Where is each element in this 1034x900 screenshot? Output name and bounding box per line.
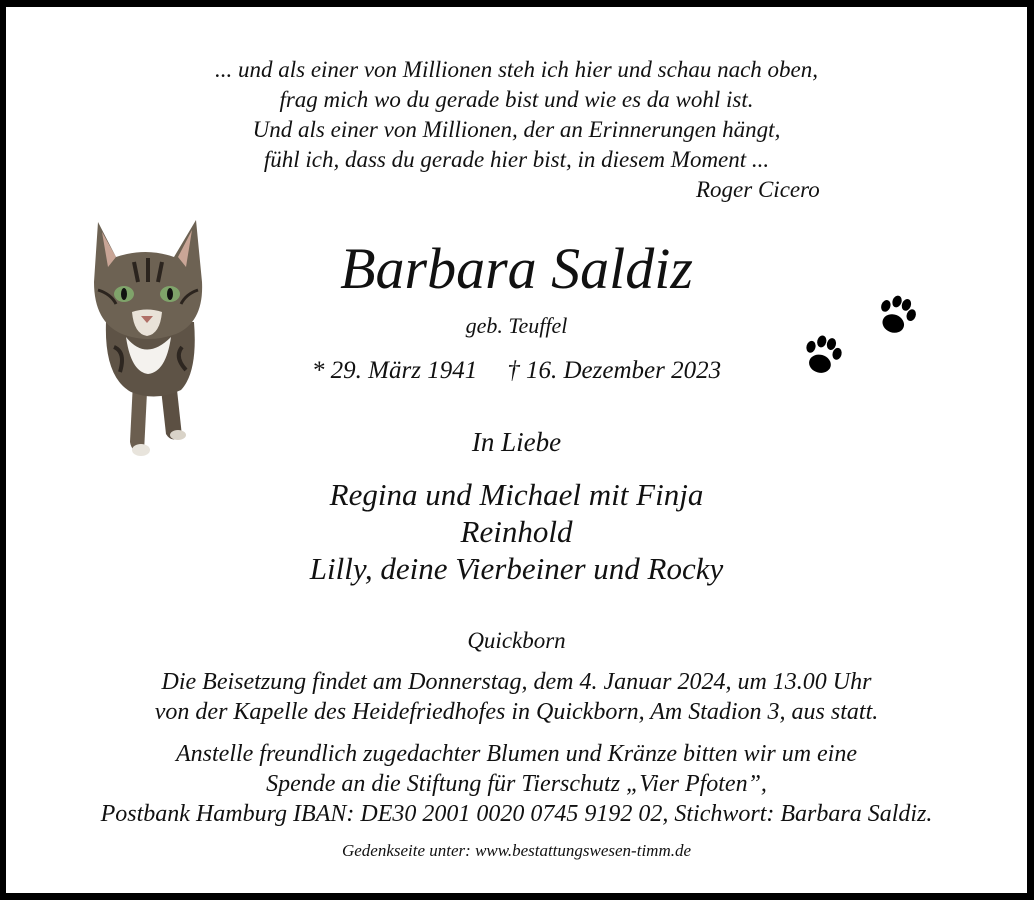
death-date: † 16. Dezember 2023 (507, 357, 722, 384)
mourner-line-1: Regina und Michael mit Finja (329, 477, 704, 512)
birth-date: * 29. März 1941 (311, 357, 478, 384)
obituary-notice (6, 7, 1027, 893)
quote-author: Roger Cicero (696, 177, 820, 202)
quote-line-1: ... und als einer von Millionen steh ich hier und schau nach oben, (214, 57, 818, 82)
quote-line-2: frag mich wo du gerade bist und wie es da wohl ist. (279, 87, 754, 112)
birth-name: geb. Teuffel (465, 313, 568, 338)
mourner-line-3: Lilly, deine Vierbeiner und Rocky (309, 551, 724, 586)
quote-line-4: fühl ich, dass du gerade hier bist, in diesem Moment ... (263, 147, 770, 172)
deceased-name: Barbara Saldiz (340, 236, 693, 301)
place: Quickborn (467, 628, 566, 653)
life-dates (6, 357, 1027, 385)
funeral-line-2: von der Kapelle des Heidefriedhofes in Quickborn, Am Stadion 3, aus statt. (154, 699, 879, 725)
donation-line-2: Spende an die Stiftung für Tierschutz „Vier Pfoten”, (266, 771, 767, 797)
in-love-intro: In Liebe (471, 427, 562, 457)
donation-line-1: Anstelle freundlich zugedachter Blumen und Kränze bitten wir um eine (176, 741, 857, 767)
funeral-line-1: Die Beisetzung findet am Donnerstag, dem 4. Januar 2024, um 13.00 Uhr (161, 669, 872, 695)
donation-line-3: Postbank Hamburg IBAN: DE30 2001 0020 0745 9192 02, Stichwort: Barbara Saldiz. (100, 801, 933, 827)
mourner-line-2: Reinhold (460, 514, 573, 549)
quote-line-3: Und als einer von Millionen, der an Erinnerungen hängt, (252, 117, 781, 142)
memorial-page-link[interactable]: Gedenkseite unter: www.bestattungswesen-timm.de (341, 841, 692, 860)
